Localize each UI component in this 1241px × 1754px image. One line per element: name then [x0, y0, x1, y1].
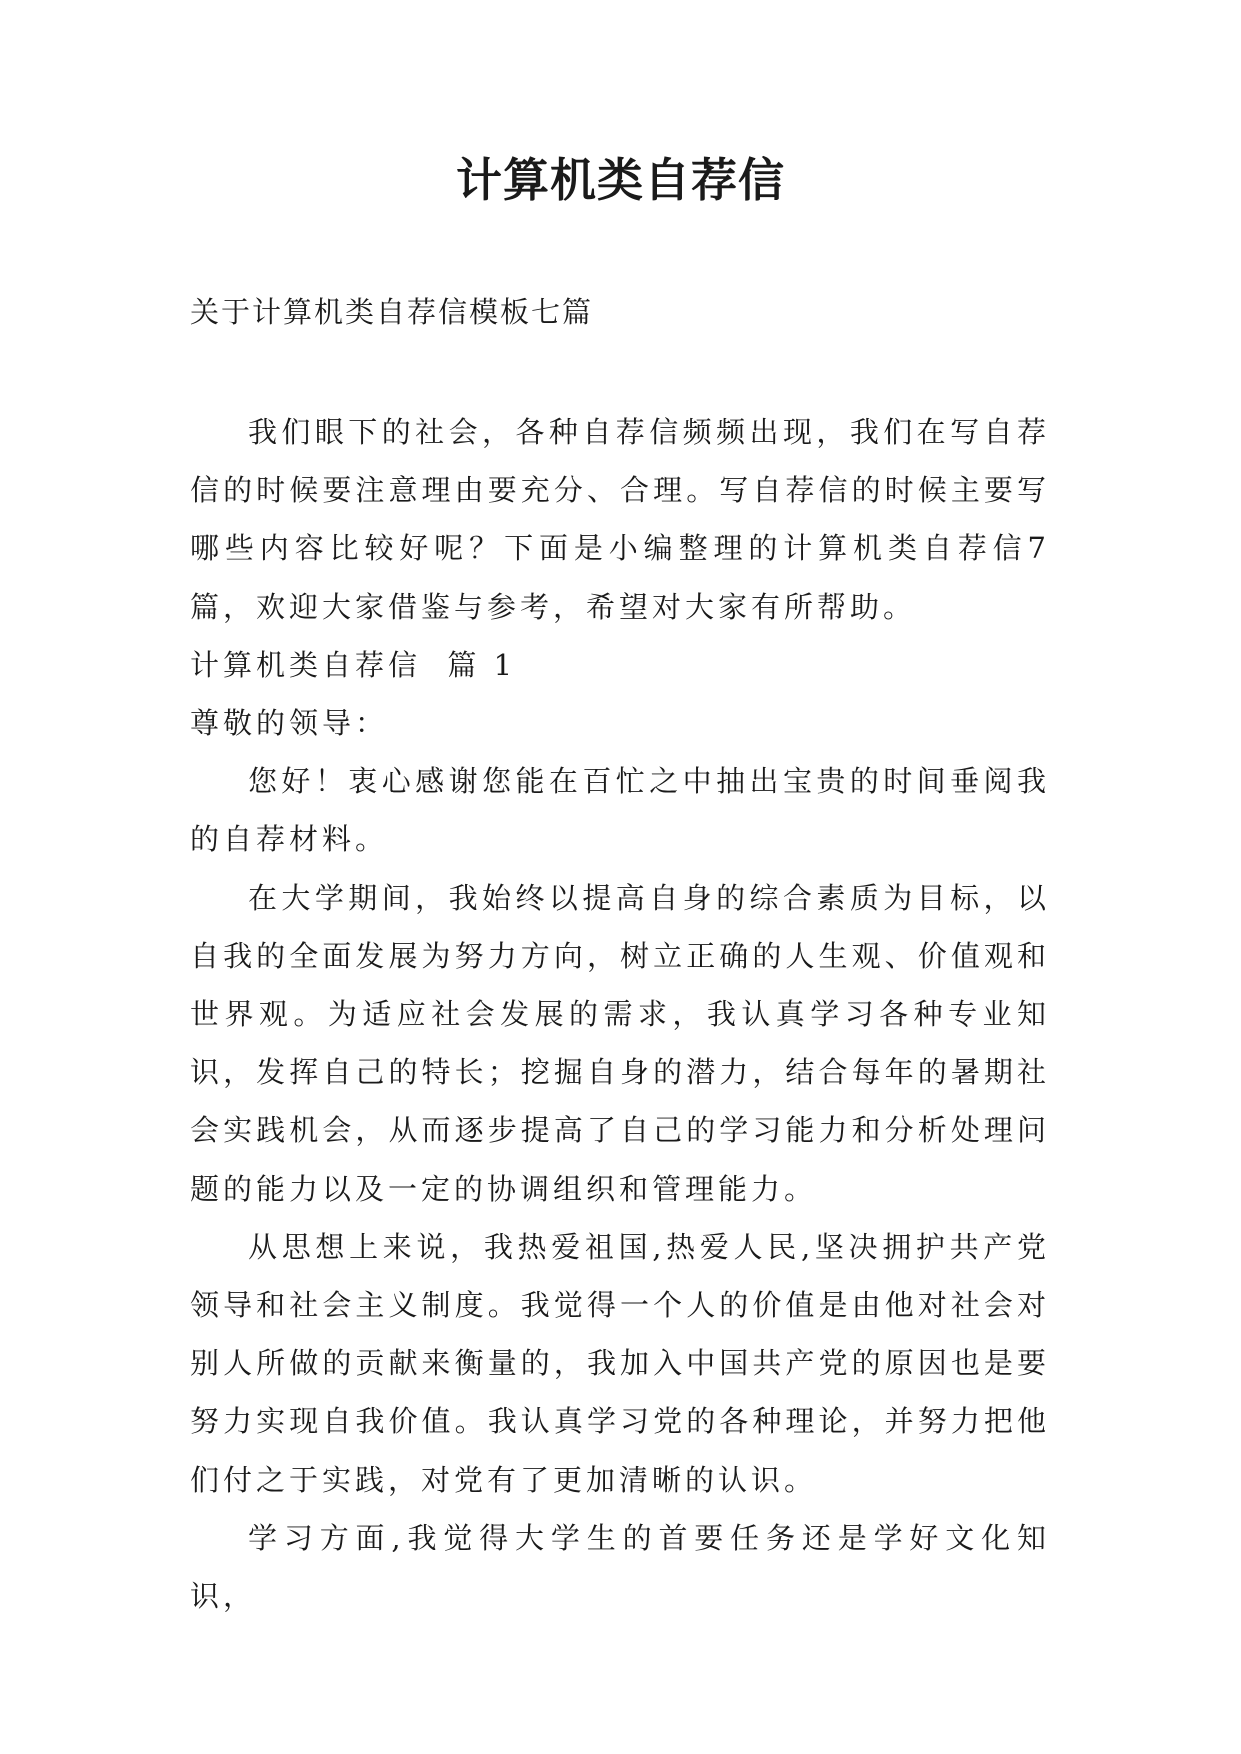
body-paragraph: 在大学期间，我始终以提高自身的综合素质为目标，以自我的全面发展为努力方向，树立正确的人生观、价值观和世界观。为适应社会发展的需求，我认真学习各种专业知识，发挥自己的特长；挖掘自身的潜力，结合每年的暑期社会实践机会，从而逐步提高了自己的学习能力和分析处理问题的能力以及一定的协调组织和管理能力。 [190, 880, 1050, 1206]
document-title: 计算机类自荐信 [456, 153, 785, 207]
body-paragraph: 您好！衷心感谢您能在百忙之中抽出宝贵的时间垂阅我的自荐材料。 [190, 764, 1050, 857]
salutation: 尊敬的领导： [190, 706, 389, 741]
body-paragraph: 从思想上来说，我热爱祖国,热爱人民,坚决拥护共产党领导和社会主义制度。我觉得一个人的价值是由他对社会对别人所做的贡献来衡量的，我加入中国共产党的原因也是要努力实现自我价值。我认真学习党的各种理论，并努力把他们付之于实践，对党有了更加清晰的认识。 [190, 1229, 1050, 1497]
body-paragraph: 学习方面,我觉得大学生的首要任务还是学好文化知识， [190, 1520, 1050, 1614]
document-body [190, 403, 1050, 1625]
intro-paragraph: 我们眼下的社会，各种自荐信频频出现，我们在写自荐信的时候要注意理由要充分、合理。写自荐信的时候主要写哪些内容比较好呢？下面是小编整理的计算机类自荐信7篇，欢迎大家借鉴与参考，希望对大家有所帮助。 [190, 415, 1050, 624]
section-heading: 计算机类自荐信 篇 1 [190, 647, 517, 682]
document-subtitle: 关于计算机类自荐信模板七篇 [190, 295, 594, 329]
